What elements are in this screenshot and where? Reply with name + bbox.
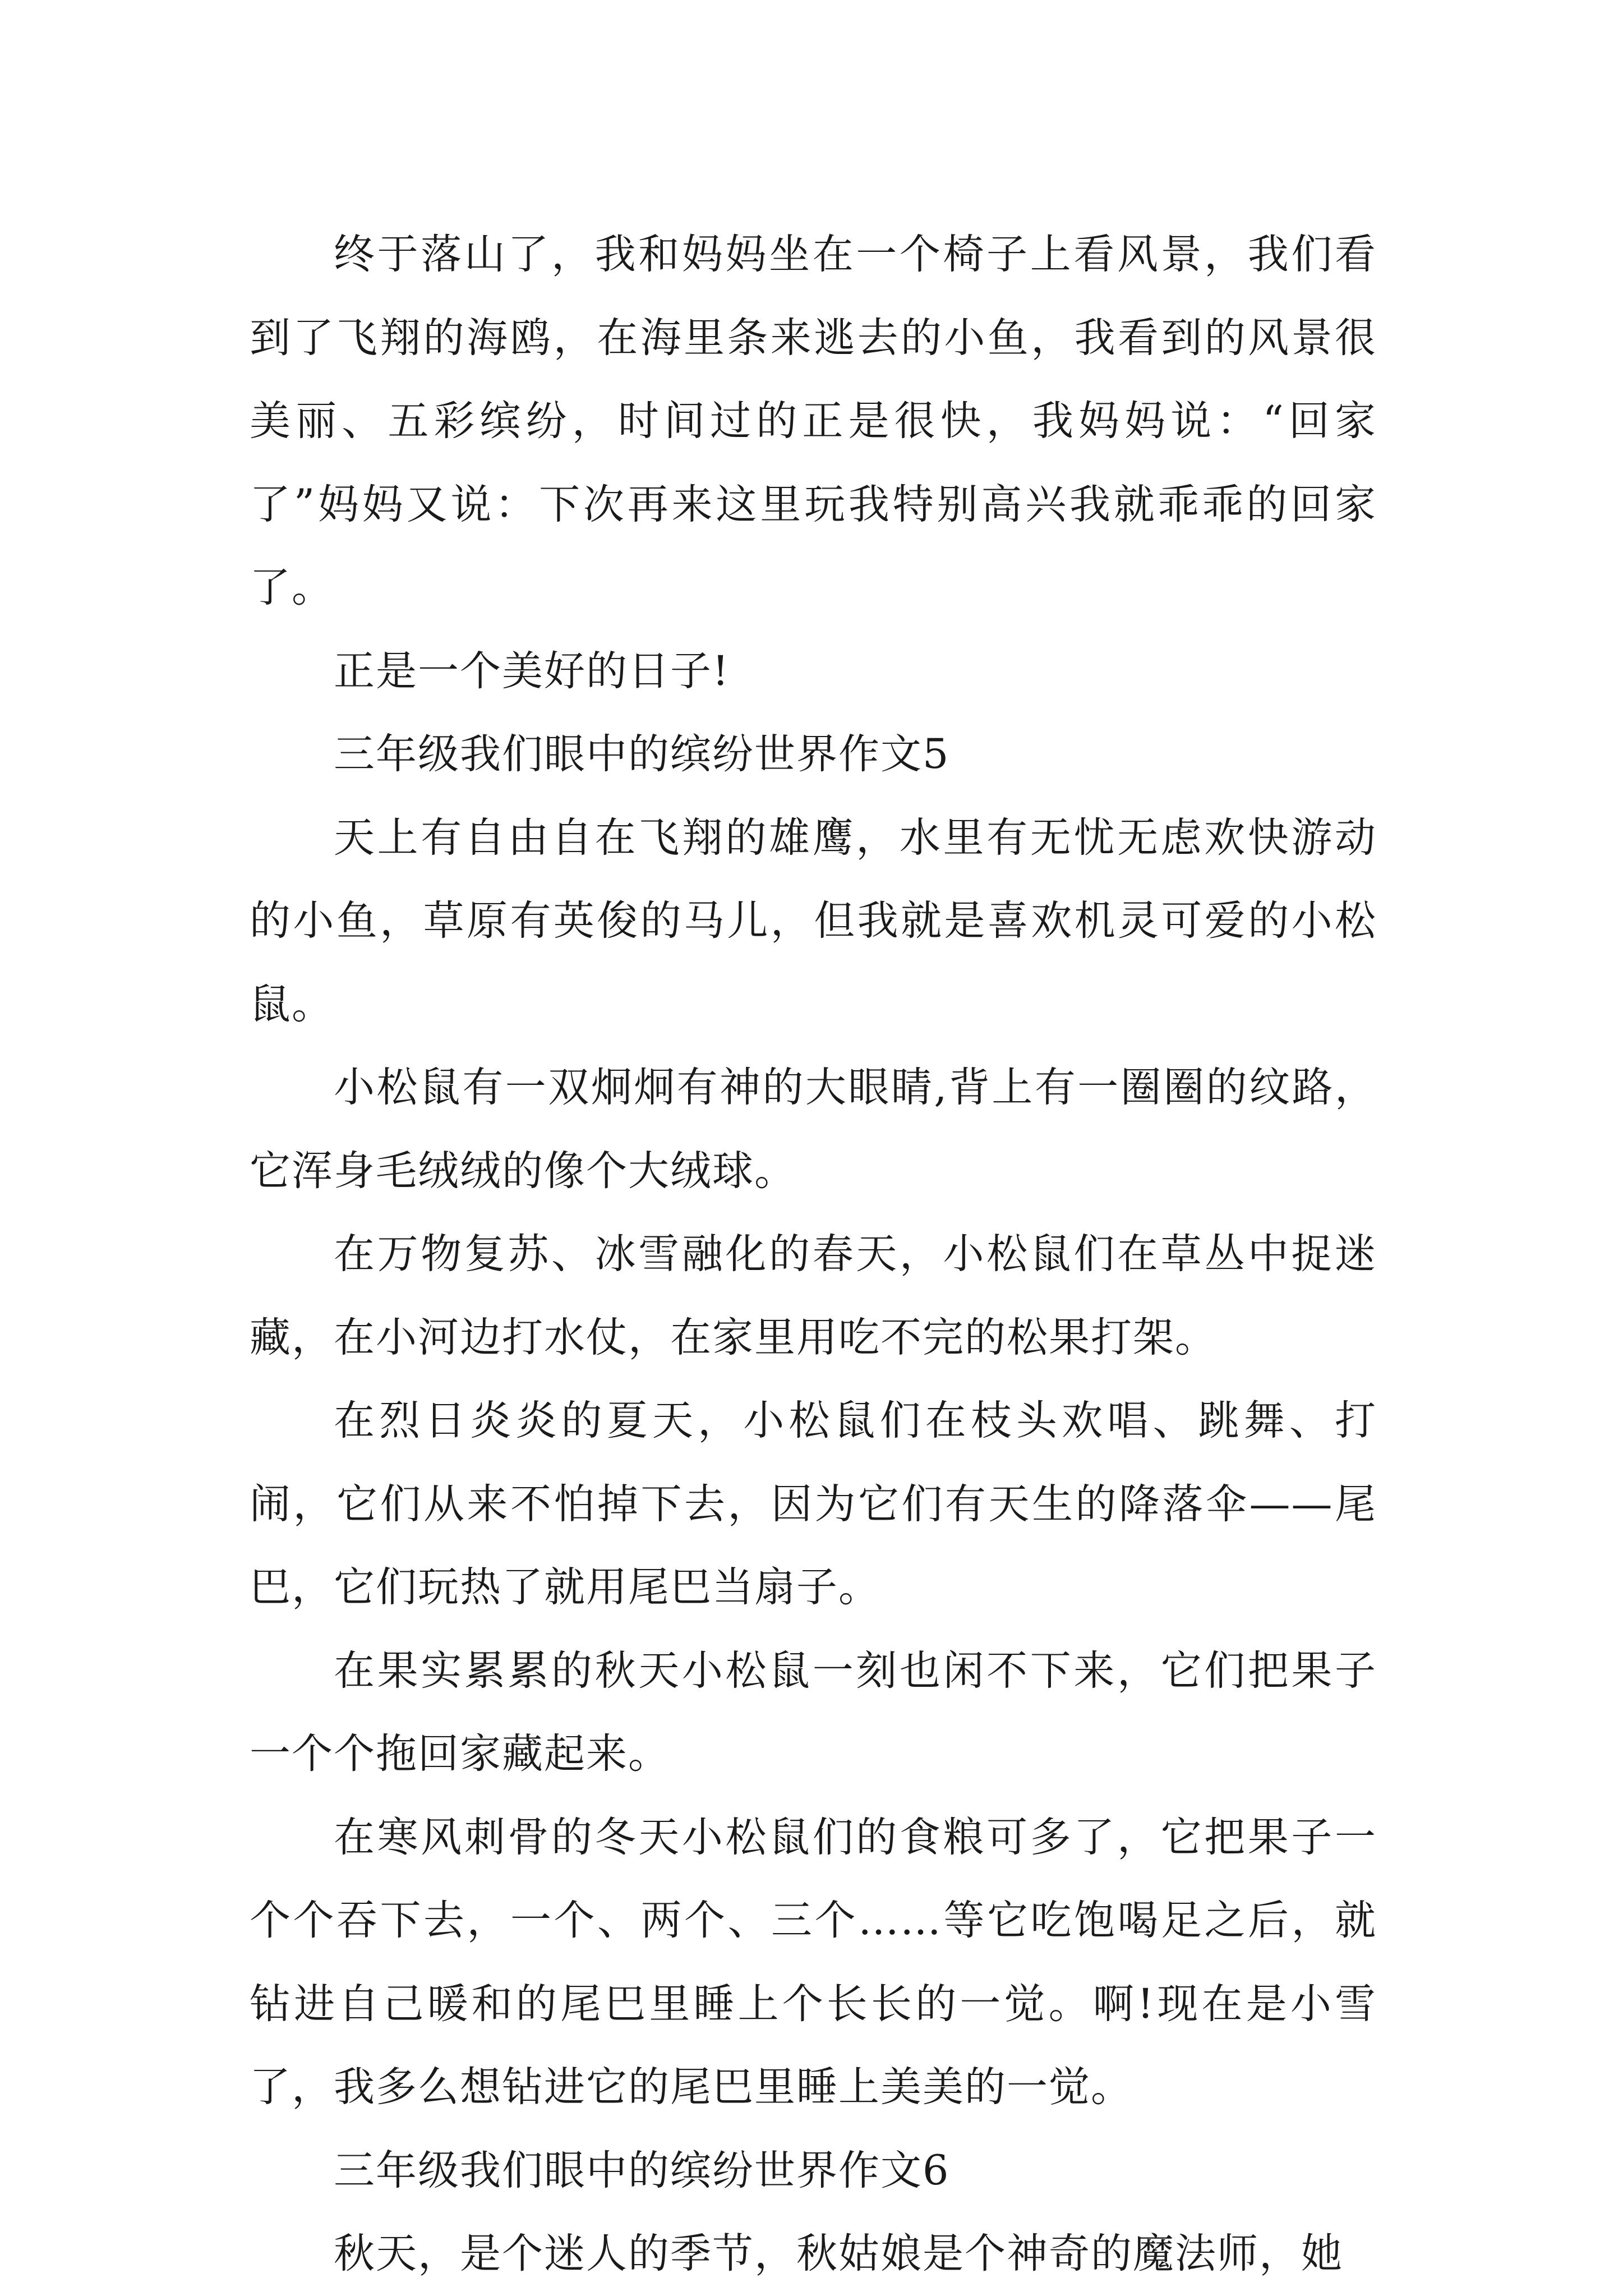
paragraph: 小松鼠有一双炯炯有神的大眼睛,背上有一圈圈的纹路，它浑身毛绒绒的像个大绒球。 [250, 1064, 1377, 1195]
paragraph: 在万物复苏、冰雪融化的春天，小松鼠们在草丛中捉迷藏，在小河边打水仗，在家里用吃不完的松果打架。 [250, 1230, 1377, 1361]
paragraph: 在寒风刺骨的冬天小松鼠们的食粮可多了，它把果子一个个吞下去，一个、两个、三个……等它吃饱喝足之后，就钻进自己暖和的尾巴里睡上个长长的一觉。啊!现在是小雪了，我多么想钻进它的尾巴里睡上美美的一觉。 [250, 1813, 1377, 2111]
paragraph: 秋天，是个迷人的季节，秋姑娘是个神奇的魔法师，她 [334, 2230, 1343, 2277]
section-heading: 三年级我们眼中的缤纷世界作文5 [334, 730, 950, 778]
paragraph: 在烈日炎炎的夏天，小松鼠们在枝头欢唱、跳舞、打闹，它们从来不怕掉下去，因为它们有天生的降落伞——尾巴，它们玩热了就用尾巴当扇子。 [250, 1397, 1377, 1611]
paragraph: 天上有自由自在飞翔的雄鹰，水里有无忧无虑欢快游动的小鱼，草原有英俊的马儿，但我就是喜欢机灵可爱的小松鼠。 [250, 813, 1377, 1028]
paragraph: 终于落山了，我和妈妈坐在一个椅子上看风景，我们看到了飞翔的海鸥，在海里条来逃去的小鱼，我看到的风景很美丽、五彩缤纷，时间过的正是很快，我妈妈说：“回家了”妈妈又说：下次再来这里玩我特别高兴我就乖乖的回家了。 [250, 231, 1377, 611]
document-body [250, 213, 1377, 2296]
paragraph: 在果实累累的秋天小松鼠一刻也闲不下来，它们把果子一个个拖回家藏起来。 [250, 1646, 1377, 1778]
paragraph: 正是一个美好的日子! [334, 647, 730, 695]
section-heading: 三年级我们眼中的缤纷世界作文6 [334, 2146, 950, 2194]
